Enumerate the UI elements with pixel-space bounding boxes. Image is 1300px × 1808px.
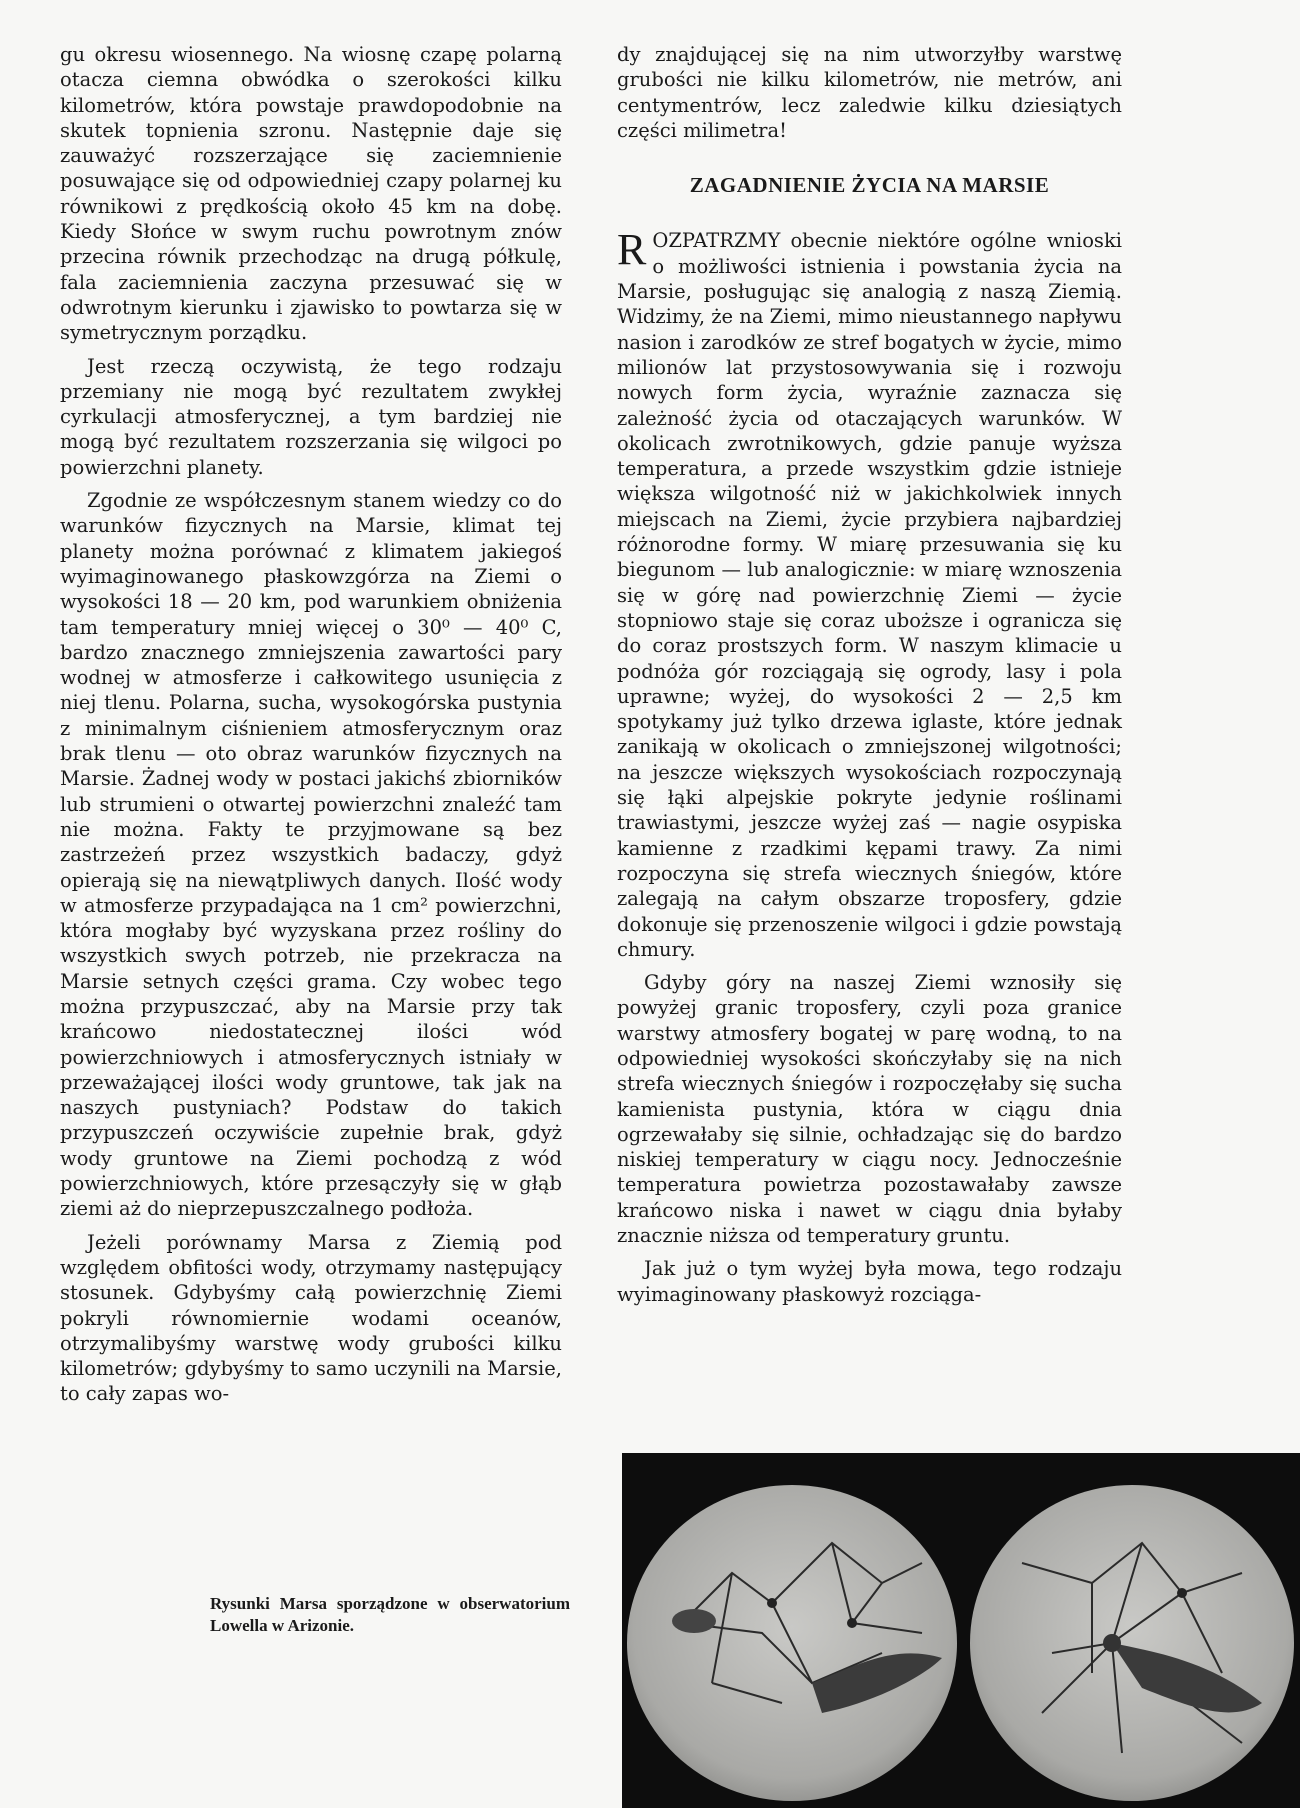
section-heading: ZAGADNIENIE ŻYCIA NA MARSIE xyxy=(689,173,1050,198)
left-column xyxy=(60,42,562,1415)
drop-cap: R xyxy=(617,225,647,275)
paragraph xyxy=(617,225,1122,962)
mars-drawings-image xyxy=(622,1453,1300,1808)
mars-disk-right xyxy=(970,1485,1294,1801)
figure-caption: Rysunki Marsa sporządzone w obserwatorium Lowella w Arizonie. xyxy=(210,1594,570,1635)
paragraph: Jeżeli porównamy Marsa z Ziemią pod względem obfitości wody, otrzymamy następujący stosunek. Gdybyśmy całą powierzchnię Ziemi pokryli równomiernie wodami oceanów, otrzymalibyśmy warstwę wody grubości kilku kilometrów; gdybyśmy to samo uczynili na Marsie, to cały zapas wo- xyxy=(60,1230,562,1406)
paragraph: gu okresu wiosennego. Na wiosnę czapę polarną otacza ciemna obwódka o szerokości kilku kilometrów, która powstaje prawdopodobnie na skutek topnienia szronu. Następnie daje się zauważyć rozszerzające się zaciemnienie posuwające się od odpowiedniej czapy polarnej ku równikowi z prędkością około 45 km na dobę. Kiedy Słońce w swym ruchu powrotnym znów przecina równik przechodząc na drugą półkulę, fala zaciemnienia zaczyna przesuwać się w odwrotnym kierunku i zjawisko to powtarza się w symetrycznym porządku. xyxy=(60,43,562,345)
paragraph-text: OZPATRZMY obecnie niektóre ogólne wnioski o możliwości istnienia i powstania życia na Marsie, posługując się analogią z naszą Ziemią. Widzimy, że na Ziemi, mimo nieustannego napływu nasion i zarodków ze stref bogatych w życie, mimo milionów lat przystosowywania się i rozwoju nowych form życia, wyraźnie zaznacza się zależność życia od otaczających warunków. W okolicach zwrotnikowych, gdzie panuje wyższa temperatura, a przede wszystkim gdzie istnieje większa wilgotność niż w jakichkolwiek innych miejscach na Ziemi, życie przybiera najbardziej różnorodne formy. W miarę przesuwania się ku biegunom — lub analogicznie: w miarę wznoszenia się w górę nad powierzchnię Ziemi — życie stopniowo staje się coraz uboższe i ogranicza się do coraz prostszych form. W naszym klimacie u podnóża gór rozciągają się ogrody, lasy i pola uprawne; wyżej, do wysokości 2 — 2,5 km spotykamy już tylko drzewa iglaste, które jednak zanikają w okolicach o zmniejszonej wilgotności; na jeszcze większych wysokościach rozpoczynają się łąki alpejskie pokryte jedynie roślinami trawiastymi, jeszcze wyżej zaś — nagie osypiska kamienne z rzadkimi kępami trawy. Za nimi rozpoczyna się strefa wiecznych śniegów, które zalegają na całym obszarze troposfery, gdzie dokonuje się przenoszenie wilgoci i gdzie powstają chmury. xyxy=(617,229,1122,961)
paragraph: Jak już o tym wyżej była mowa, tego rodzaju wyimaginowany płaskowyż rozciąga- xyxy=(617,1257,1122,1306)
paragraph: Gdyby góry na naszej Ziemi wznosiły się powyżej granic troposfery, czyli poza granice warstwy atmosfery bogatej w parę wodną, to na odpowiedniej wysokości skończyłaby się na nich strefa wiecznych śniegów i rozpoczęłaby się sucha kamienista pustynia, która w ciągu dnia ogrzewałaby się silnie, ochładzając się do bardzo niskiej temperatury w ciągu nocy. Jednocześnie temperatura powietrza pozostawałaby zawsze krańcowo niska i nawet w ciągu dnia byłaby znacznie niższa od temperatury gruntu. xyxy=(617,971,1122,1248)
paragraph: Jest rzeczą oczywistą, że tego rodzaju przemiany nie mogą być rezultatem zwykłej cyrkulacji atmosferycznej, a tym bardziej nie mogą być rezultatem rozszerzania się wilgoci po powierzchni planety. xyxy=(60,354,562,479)
right-column xyxy=(617,42,1122,1315)
mars-drawings-svg xyxy=(622,1453,1300,1808)
paragraph: Zgodnie ze współczesnym stanem wiedzy co do warunków fizycznych na Marsie, klimat tej planety można porównać z klimatem jakiegoś wyimaginowanego płaskowzgórza na Ziemi o wysokości 18 — 20 km, pod warunkiem obniżenia tam temperatury mniej więcej o 30⁰ — 40⁰ C, bardzo znacznego zmniejszenia zawartości pary wodnej w atmosferze i całkowitego usunięcia z niej tlenu. Polarna, sucha, wysokogórska pustynia z minimalnym ciśnieniem atmosferycznym oraz brak tlenu — oto obraz warunków fizycznych na Marsie. Żadnej wody w postaci jakichś zbiorników lub strumieni o otwartej powierzchni znaleźć tam nie można. Fakty te przyjmowane są bez zastrzeżeń przez wszystkich badaczy, gdyż opierają się na niewątpliwych danych. Ilość wody w atmosferze przypadająca na 1 cm² powierzchni, która mogłaby być wyzyskana przez rośliny do wszystkich swych potrzeb, nie przekracza na Marsie setnych części grama. Czy wobec tego można przypuszczać, aby na Marsie przy tak krańcowo niedostatecznej ilości wód powierzchniowych i atmosferycznych istniały w przeważającej ilości wody gruntowe, tak jak na naszych pustyniach? Podstaw do takich przypuszczeń oczywiście zupełnie brak, gdyż wody gruntowe na Ziemi pochodzą z wód powierzchniowych, które przesączyły się w głąb ziemi aż do nieprzepuszczalnego podłoża. xyxy=(60,489,562,1221)
paragraph: dy znajdującej się na nim utworzyłby warstwę grubości nie kilku kilometrów, nie metrów, ani centymentrów, lecz zaledwie kilku dziesiątych części milimetra! xyxy=(617,43,1122,142)
mars-disk-left xyxy=(627,1485,957,1801)
